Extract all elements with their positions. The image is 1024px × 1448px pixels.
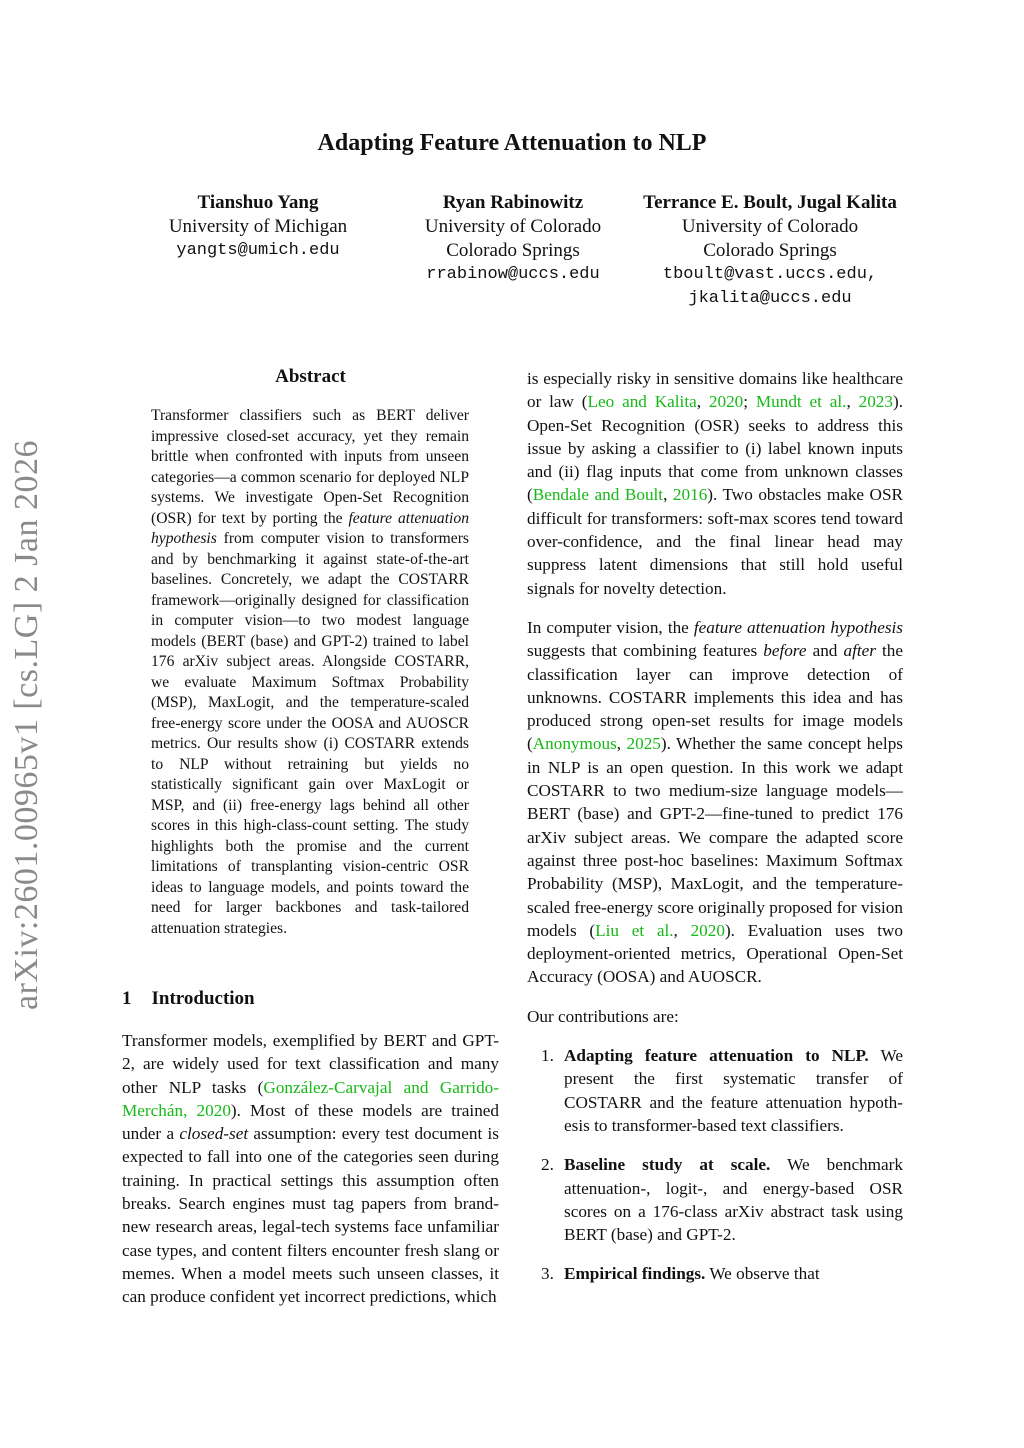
author-affiliation: University of Michigan (168, 216, 348, 237)
citation-year-link[interactable]: 2023 (858, 392, 893, 412)
list-item (527, 1044, 903, 1137)
citation-author: González-Carvajal and Garrido-Merchán (122, 1077, 499, 1120)
author-email-2[interactable]: jkalita@uccs.edu (688, 289, 852, 308)
abstract-heading: Abstract (275, 366, 346, 387)
citation-year-link[interactable]: 2020 (690, 920, 725, 940)
citation-year: 2020 (196, 1100, 231, 1120)
author-email[interactable]: tboult@vast.uccs.edu, (662, 265, 878, 284)
citation-link[interactable]: Leo and Kalita (587, 392, 697, 412)
abstract-text-cont: from computer vision to transformers and by benchmarking it against state-of-the-art baselines. Concretely, we adapt the COSTARR framework—originally designed for classification in computer vision—to two modest language models (BERT (base) and GPT-2) trained to label 176 arXiv subject areas. Alongside COSTARR, we evaluate Maximum Softmax Probability (MSP), MaxLogit, and the temperature-scaled free-energy score under the OOSA and AUOSCR metrics. Our results show (i) COSTARR extends to NLP without retraining but yields no statistically significant gain over MaxLogit or MSP, and (ii) free-energy lags behind all other scores in this high-class-count setting. The study highlights both the promise and the current limitations of transplanting vision-centric OSR ideas to language models, and points toward the need for larger backbones and task-tailored attenuation strategies. (151, 530, 469, 937)
author-block-2 (406, 191, 620, 287)
abstract-text: Transformer classifiers such as BERT deliver impressive closed-set accuracy, yet they remain brittle when confronted with inputs from unseen categories—a common scenario for deployed NLP systems. We investigate Open-Set Recognition (OSR) for text by porting the (151, 407, 469, 527)
body-text: ). Whether the same concept helps in NLP is an open question. In this work we adapt COSTARR to two medium-size language models—BERT (base) and GPT-2—fine-tuned to predict 176 arXiv subject areas. We compare the adapted score against three post-hoc baselines: Maximum Softmax Probability (MSP), MaxLogit, and the temperature-scaled free-energy score originally proposed for vision models ( (527, 734, 903, 940)
citation-separator: , (183, 1100, 197, 1120)
list-item-text: We present the first systematic transfer of COSTARR and the feature attenuation hypothesis to transformer-based text classifiers. (564, 1046, 903, 1135)
author-name: Ryan Rabinowitz (442, 192, 584, 213)
list-item-text: We observe that (705, 1264, 820, 1284)
introduction-paragraph (122, 1029, 499, 1309)
intro-text: Transformer models, exemplified by BERT and GPT-2, are widely used for text classification and many other NLP tasks ( (122, 1031, 499, 1097)
right-paragraph-1: is especially risky in sensitive domains like healthcare or law (Leo and Kalita, 2020; Mundt et al., 2023). Open-Set Recognition (OSR) seeks to address this issue by asking a classifier to (i) label known inputs and (ii) flag inputs that come from unknown classes (Bendale and Boult, 2016). Two obstacles make OSR difficult for transformers: soft-max scores tend toward over-confidence, and the final linear head may suppress latent dimensions that still hold useful signals for novelty detection. (527, 369, 904, 598)
abstract-body (151, 406, 469, 939)
list-number: 3. (541, 1264, 554, 1284)
citation-year-link[interactable]: 2016 (672, 485, 708, 505)
arxiv-identifier-stamp: arXiv:2601.00965v1 [cs.LG] 2 Jan 2026 (8, 440, 45, 1010)
citation-year-link[interactable]: 2020 (708, 392, 744, 412)
list-item-title: Empirical findings. (564, 1264, 706, 1284)
section-title: Introduction (151, 988, 255, 1009)
paper-title: Adapting Feature Attenuation to NLP (317, 130, 707, 156)
citation-link[interactable]: Liu et al. (595, 920, 674, 940)
citation-link[interactable]: Anonymous (532, 734, 617, 754)
body-text: suggests that combining features (527, 641, 764, 661)
citation-link[interactable]: Mundt et al. (755, 392, 847, 412)
author-name: Tianshuo Yang (197, 192, 319, 213)
author-affiliation: University of Colorado (424, 216, 602, 237)
author-email[interactable]: yangts@umich.edu (176, 241, 340, 260)
list-number: 2. (541, 1155, 554, 1175)
right-column (527, 367, 903, 1302)
list-item (527, 1262, 903, 1285)
body-text: is especially risky in sensitive domains like healthcare or law ( (527, 369, 903, 412)
list-number: 1. (541, 1046, 554, 1066)
body-text: the classification layer can improve detection of unknowns. COSTARR implements this idea and has produced strong open-set results for image models ( (527, 641, 904, 754)
body-text: ). Evaluation uses two deployment-oriented metrics, Operational Open-Set Accuracy (OOSA) and AUOSCR. (527, 920, 904, 987)
author-block-1 (150, 191, 366, 263)
citation-separator: ; (743, 392, 756, 412)
author-name: Terrance E. Boult, Jugal Kalita (643, 192, 897, 213)
right-paragraph-2: In computer vision, the feature attenuation hypothesis suggests that combining features before and after the classification layer can improve detection of unknowns. COSTARR implements this idea and has produced strong open-set results for image models (Anonymous, 2025). Whether the same concept helps in NLP is an open question. In this work we adapt COSTARR to two medium-size language models—BERT (base) and GPT-2—fine-tuned to predict 176 arXiv subject areas. We compare the adapted score against three post-hoc baselines: Maximum Softmax Probability (MSP), MaxLogit, and the temperature-scaled free-energy score originally proposed for vision models (Liu et al., 2020). Evaluation uses two deployment-oriented metrics, Operational Open-Set Accuracy (OOSA) and AUOSCR. (527, 617, 904, 987)
body-text: ). Two obstacles make OSR difficult for transformers: soft-max scores tend toward over-confidence, and the final linear head may suppress latent dimensions that still hold useful signals for novelty detection. (527, 485, 903, 598)
list-item-title: Adapting feature attenuation to NLP. (564, 1046, 869, 1066)
list-item (527, 1153, 903, 1246)
author-affiliation-line2: Colorado Springs (446, 240, 580, 261)
italic-term: feature attenuation hypothesis (693, 617, 903, 637)
body-text: In computer vision, the (527, 617, 694, 637)
citation-link[interactable]: Bendale and Boult (532, 485, 664, 505)
contributions-intro: Our contributions are: (527, 1006, 679, 1026)
author-affiliation: University of Colorado (681, 216, 859, 237)
body-text: and (806, 641, 844, 661)
list-item-text: We benchmark attenuation-, logit-, and energy-based OSR scores on a 176-class arXiv abstract task using BERT (base) and GPT-2. (564, 1155, 903, 1245)
intro-text: ). Most of these models are trained under a (122, 1100, 500, 1144)
intro-italic-term: closed-set (179, 1124, 249, 1144)
intro-text: assumption: every test document is expected to fall into one of the categories seen during training. In practical settings this assumption often breaks. Search engines must tag papers from brand-new research areas, legal-tech systems face unfamiliar case types, and content filters encounter fresh slang or memes. When a model meets such unseen classes, it can produce confident yet incorrect predictions, which (122, 1124, 499, 1307)
section-heading-introduction (122, 988, 255, 1010)
author-email[interactable]: rrabinow@uccs.edu (426, 265, 600, 284)
abstract-italic-term: feature attenuation hypothesis (151, 509, 469, 547)
body-text: ). Open-Set Recognition (OSR) seeks to address this issue by asking a classifier to (i) label known inputs and (ii) flag inputs that come from unknown classes ( (527, 392, 904, 505)
italic-term: after (843, 641, 876, 661)
contributions-list (527, 1044, 903, 1286)
citation-year-link[interactable]: 2025 (626, 734, 661, 754)
author-affiliation-line2: Colorado Springs (703, 240, 837, 261)
author-block-3 (626, 191, 914, 311)
list-item-title: Baseline study at scale. (564, 1155, 771, 1175)
italic-term: before (763, 641, 807, 661)
section-number: 1 (122, 988, 132, 1009)
